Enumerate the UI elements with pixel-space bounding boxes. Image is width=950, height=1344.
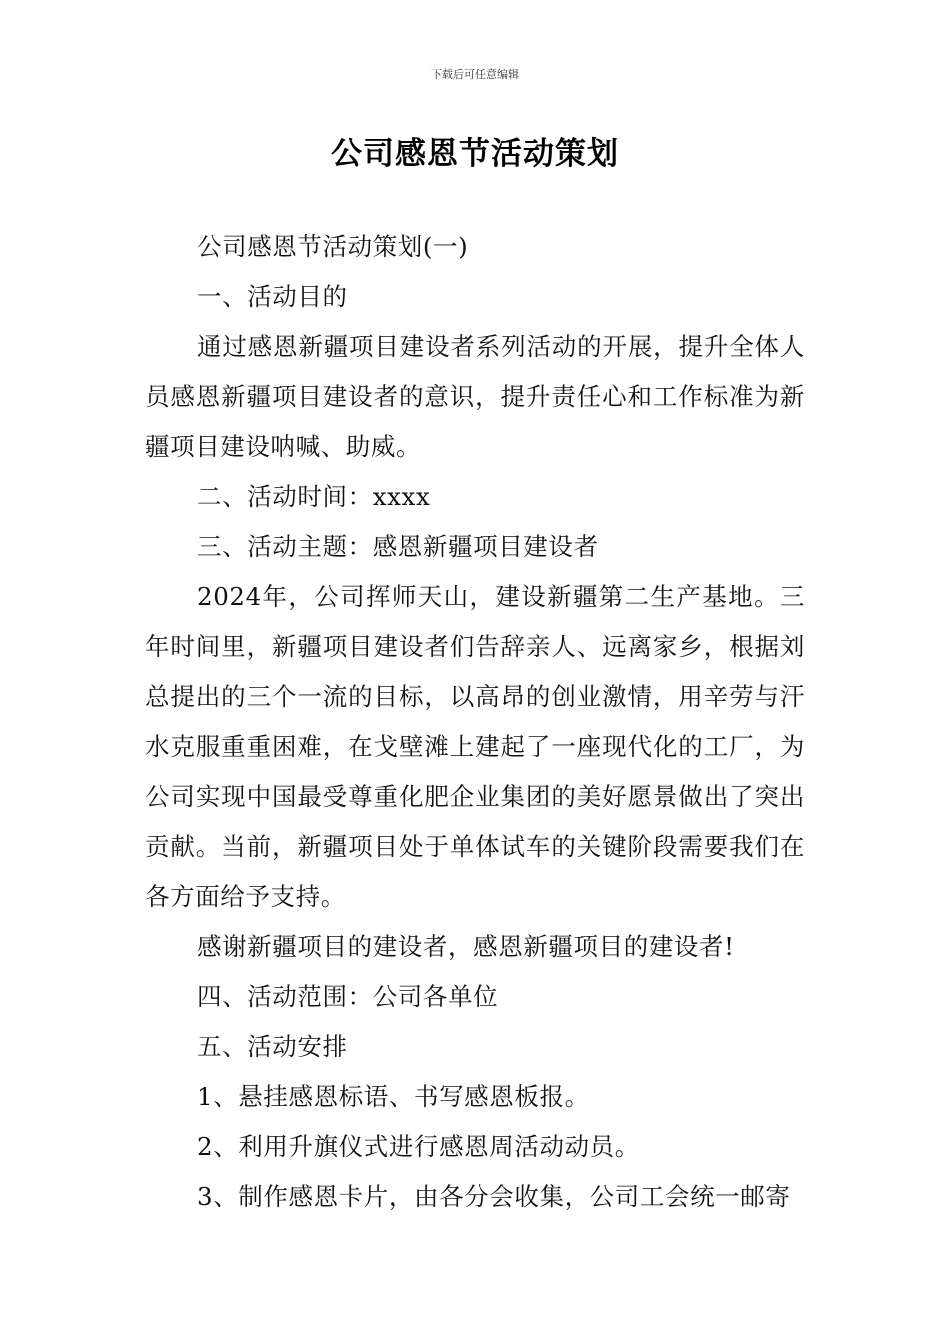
section-heading: 二、活动时间：xxxx (197, 482, 431, 511)
paragraph: 2024年，公司挥师天山，建设新疆第二生产基地。三年时间里，新疆项目建设者们告辞亲人、远离家乡，根据刘总提出的三个一流的目标，以高昂的创业激情，用辛劳与汗水克服重重困难，在戈壁滩上建起了一座现代化的工厂，为公司实现中国最受尊重化肥企业集团的美好愿景做出了突出贡献。当前，新疆项目处于单体试车的关键阶段需要我们在各方面给予支持。 (145, 582, 805, 911)
list-item: 3、制作感恩卡片，由各分会收集，公司工会统一邮寄 (197, 1182, 791, 1211)
paragraph: 感谢新疆项目的建设者，感恩新疆项目的建设者! (197, 932, 735, 961)
header-note: 下载后可任意编辑 (431, 68, 519, 81)
section-heading: 五、活动安排 (197, 1032, 348, 1061)
document-body (145, 222, 805, 1222)
list-item: 2、利用升旗仪式进行感恩周活动动员。 (197, 1132, 640, 1161)
list-item: 1、悬挂感恩标语、书写感恩板报。 (197, 1082, 590, 1111)
paragraph: 通过感恩新疆项目建设者系列活动的开展，提升全体人员感恩新疆项目建设者的意识，提升责任心和工作标准为新疆项目建设呐喊、助威。 (145, 332, 805, 461)
section-heading: 四、活动范围：公司各单位 (197, 982, 499, 1011)
section-heading: 一、活动目的 (197, 282, 348, 311)
section-heading: 三、活动主题：感恩新疆项目建设者 (197, 532, 599, 561)
document-title: 公司感恩节活动策划 (331, 136, 619, 172)
section-heading: 公司感恩节活动策划(一) (197, 232, 469, 261)
